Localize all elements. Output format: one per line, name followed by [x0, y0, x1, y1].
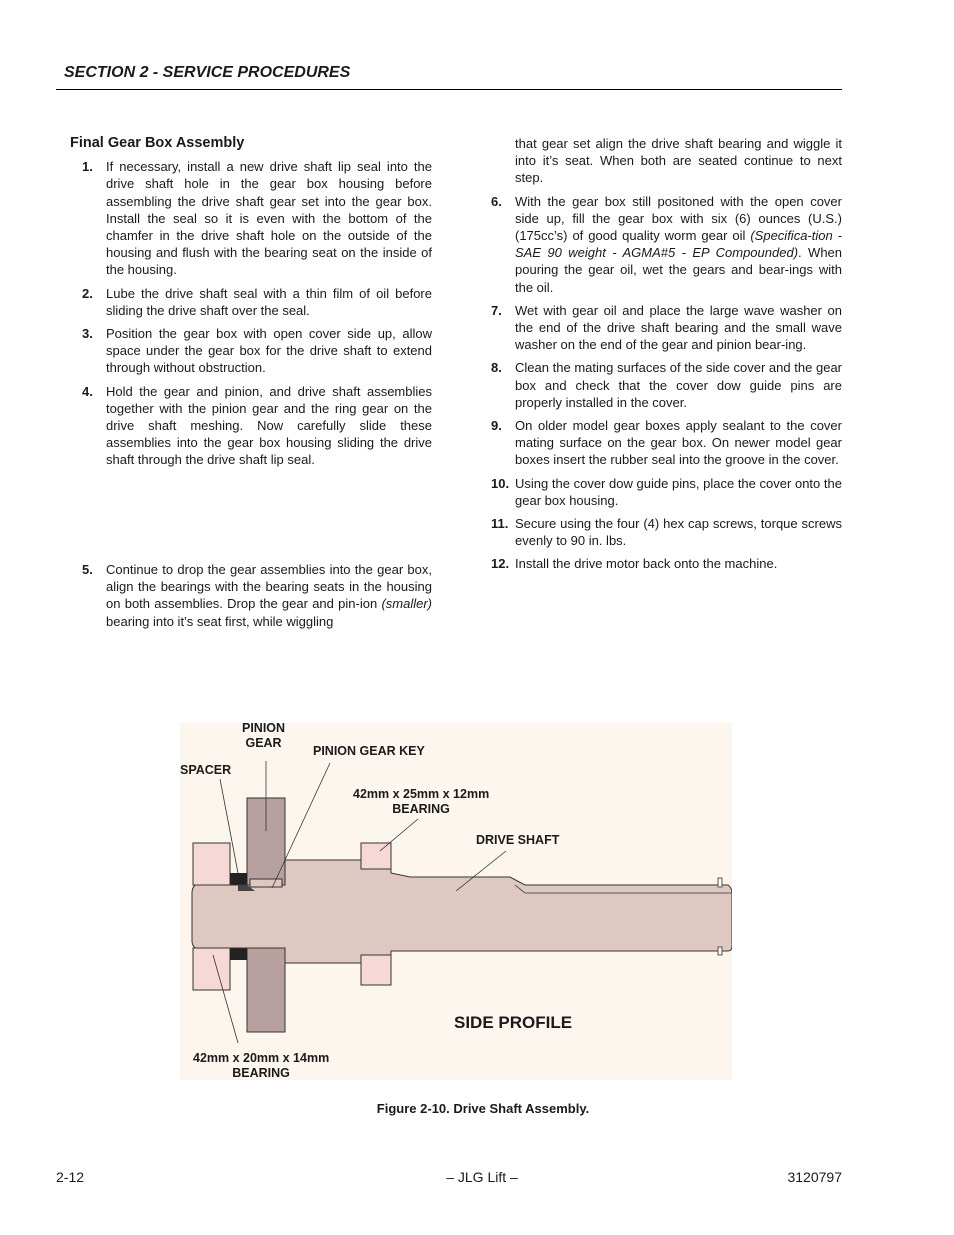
step-text: Secure using the four (4) hex cap screws, torque screws evenly to 90 in. lbs.: [515, 516, 842, 549]
pinion-gear-label: PINION GEAR: [242, 721, 286, 750]
document-number: 3120797: [787, 1169, 842, 1185]
step-number: 3.: [82, 326, 93, 342]
step-6: [480, 193, 842, 296]
drive-shaft-label: DRIVE SHAFT: [476, 833, 560, 847]
small-bearing-label: 42mm x 20mm x 14mm BEARING: [193, 1051, 330, 1080]
step-5-continuation: that gear set align the drive shaft bearing and wiggle it into it’s seat. When both are seated continue to next step.: [515, 136, 842, 186]
left-column: [70, 135, 432, 475]
step-text: Using the cover dow guide pins, place the cover onto the gear box housing.: [515, 475, 842, 508]
step-9: [480, 417, 842, 469]
step-4: [70, 383, 432, 469]
step-12: [480, 555, 842, 572]
step-number: 6.: [491, 193, 502, 209]
step-text: Continue to drop the gear assemblies into the gear box, align the bearings with the bearing seats in the housing on both assemblies. Drop the gear and pin-ion (smaller) bearing into it’s seat first, while wiggling: [106, 562, 432, 629]
step-number: 4.: [82, 383, 93, 399]
step-7: [480, 302, 842, 354]
step-text: With the gear box still positoned with the open cover side up, fill the gear box with six (6) ounces (U.S.) (175cc’s) of good quality worm gear oil (Specifica-tion - SAE 90 weight - AGMA#5 - EP Compounded). When pouring the gear oil, wet the gears and bear-ings with the oil.: [515, 193, 843, 295]
pinion-gear-key-label: PINION GEAR KEY: [313, 744, 425, 758]
step-text: Lube the drive shaft seal with a thin film of oil before sliding the drive shaft over the seal.: [106, 285, 432, 318]
spacer-top: [230, 873, 247, 885]
footer-brand: – JLG Lift –: [446, 1169, 518, 1185]
small-bearing-bottom: [193, 948, 230, 990]
step-text: Clean the mating surfaces of the side cover and the gear box and check that the cover dow guide pins are properly installed in the cover.: [515, 360, 842, 410]
step-number: 12.: [491, 556, 510, 572]
figure-caption: Figure 2-10. Drive Shaft Assembly.: [376, 1101, 590, 1116]
large-bearing-bottom: [361, 955, 391, 985]
step-11: [480, 515, 842, 549]
subhead: Final Gear Box Assembly: [70, 135, 245, 151]
step-number: 11.: [491, 516, 509, 532]
step-number: 5.: [82, 562, 93, 577]
small-bearing-top: [193, 843, 230, 885]
step-1: [70, 158, 432, 278]
large-bearing-label: 42mm x 25mm x 12mm BEARING: [353, 787, 490, 816]
step-text: Hold the gear and pinion, and drive shaft assemblies together with the pinion gear and the ring gear on the drive shaft meshing. Now carefully slide these assemblies into the gear box housing sliding the drive shaft through the drive shaft lip seal.: [106, 383, 432, 468]
step-number: 2.: [82, 285, 93, 301]
step-number: 8.: [491, 360, 502, 376]
pinion-gear-bottom: [247, 948, 285, 1032]
step-text: Install the drive motor back onto the machine.: [515, 556, 778, 572]
step-number: 10.: [491, 475, 510, 491]
page-number: 2-12: [56, 1169, 85, 1185]
section-header: SECTION 2 - SERVICE PROCEDURES: [64, 64, 351, 81]
step-text: Wet with gear oil and place the large wave washer on the end of the drive shaft bearing and the small wave washer on the end of the gear and pinion bear-ing.: [515, 302, 842, 353]
step-2: [70, 285, 432, 319]
drive-shaft-figure: [180, 723, 732, 1080]
step-5: [70, 561, 432, 636]
step-3: [70, 325, 432, 377]
step-number: 1.: [82, 159, 93, 175]
spacer-bottom: [230, 948, 247, 960]
step-number: 9.: [491, 418, 502, 434]
side-profile-label: SIDE PROFILE: [454, 1013, 573, 1032]
spacer-label: SPACER: [180, 763, 232, 777]
step-10: [480, 475, 842, 509]
step-text: On older model gear boxes apply sealant to the cover mating surface on the gear box. On newer model gear boxes insert the rubber seal into the groove in the cover.: [515, 418, 842, 468]
step-number: 7.: [491, 302, 502, 318]
right-column: [480, 135, 842, 579]
header-rule: [56, 89, 842, 90]
step-8: [480, 359, 842, 411]
step-text: Position the gear box with open cover side up, allow space under the gear box for the drive shaft to extend through without obstruction.: [106, 326, 432, 376]
pinion-gear-key: [250, 879, 282, 887]
step-text: If necessary, install a new drive shaft lip seal into the drive shaft hole in the gear box housing before assembling the drive shaft gear set into the gear box. Install the seal so it is even with the bottom of the chamfer in the drive shaft hole on the outside of the housing and flush with the bearing seat on the inside of the housing.: [106, 159, 432, 278]
